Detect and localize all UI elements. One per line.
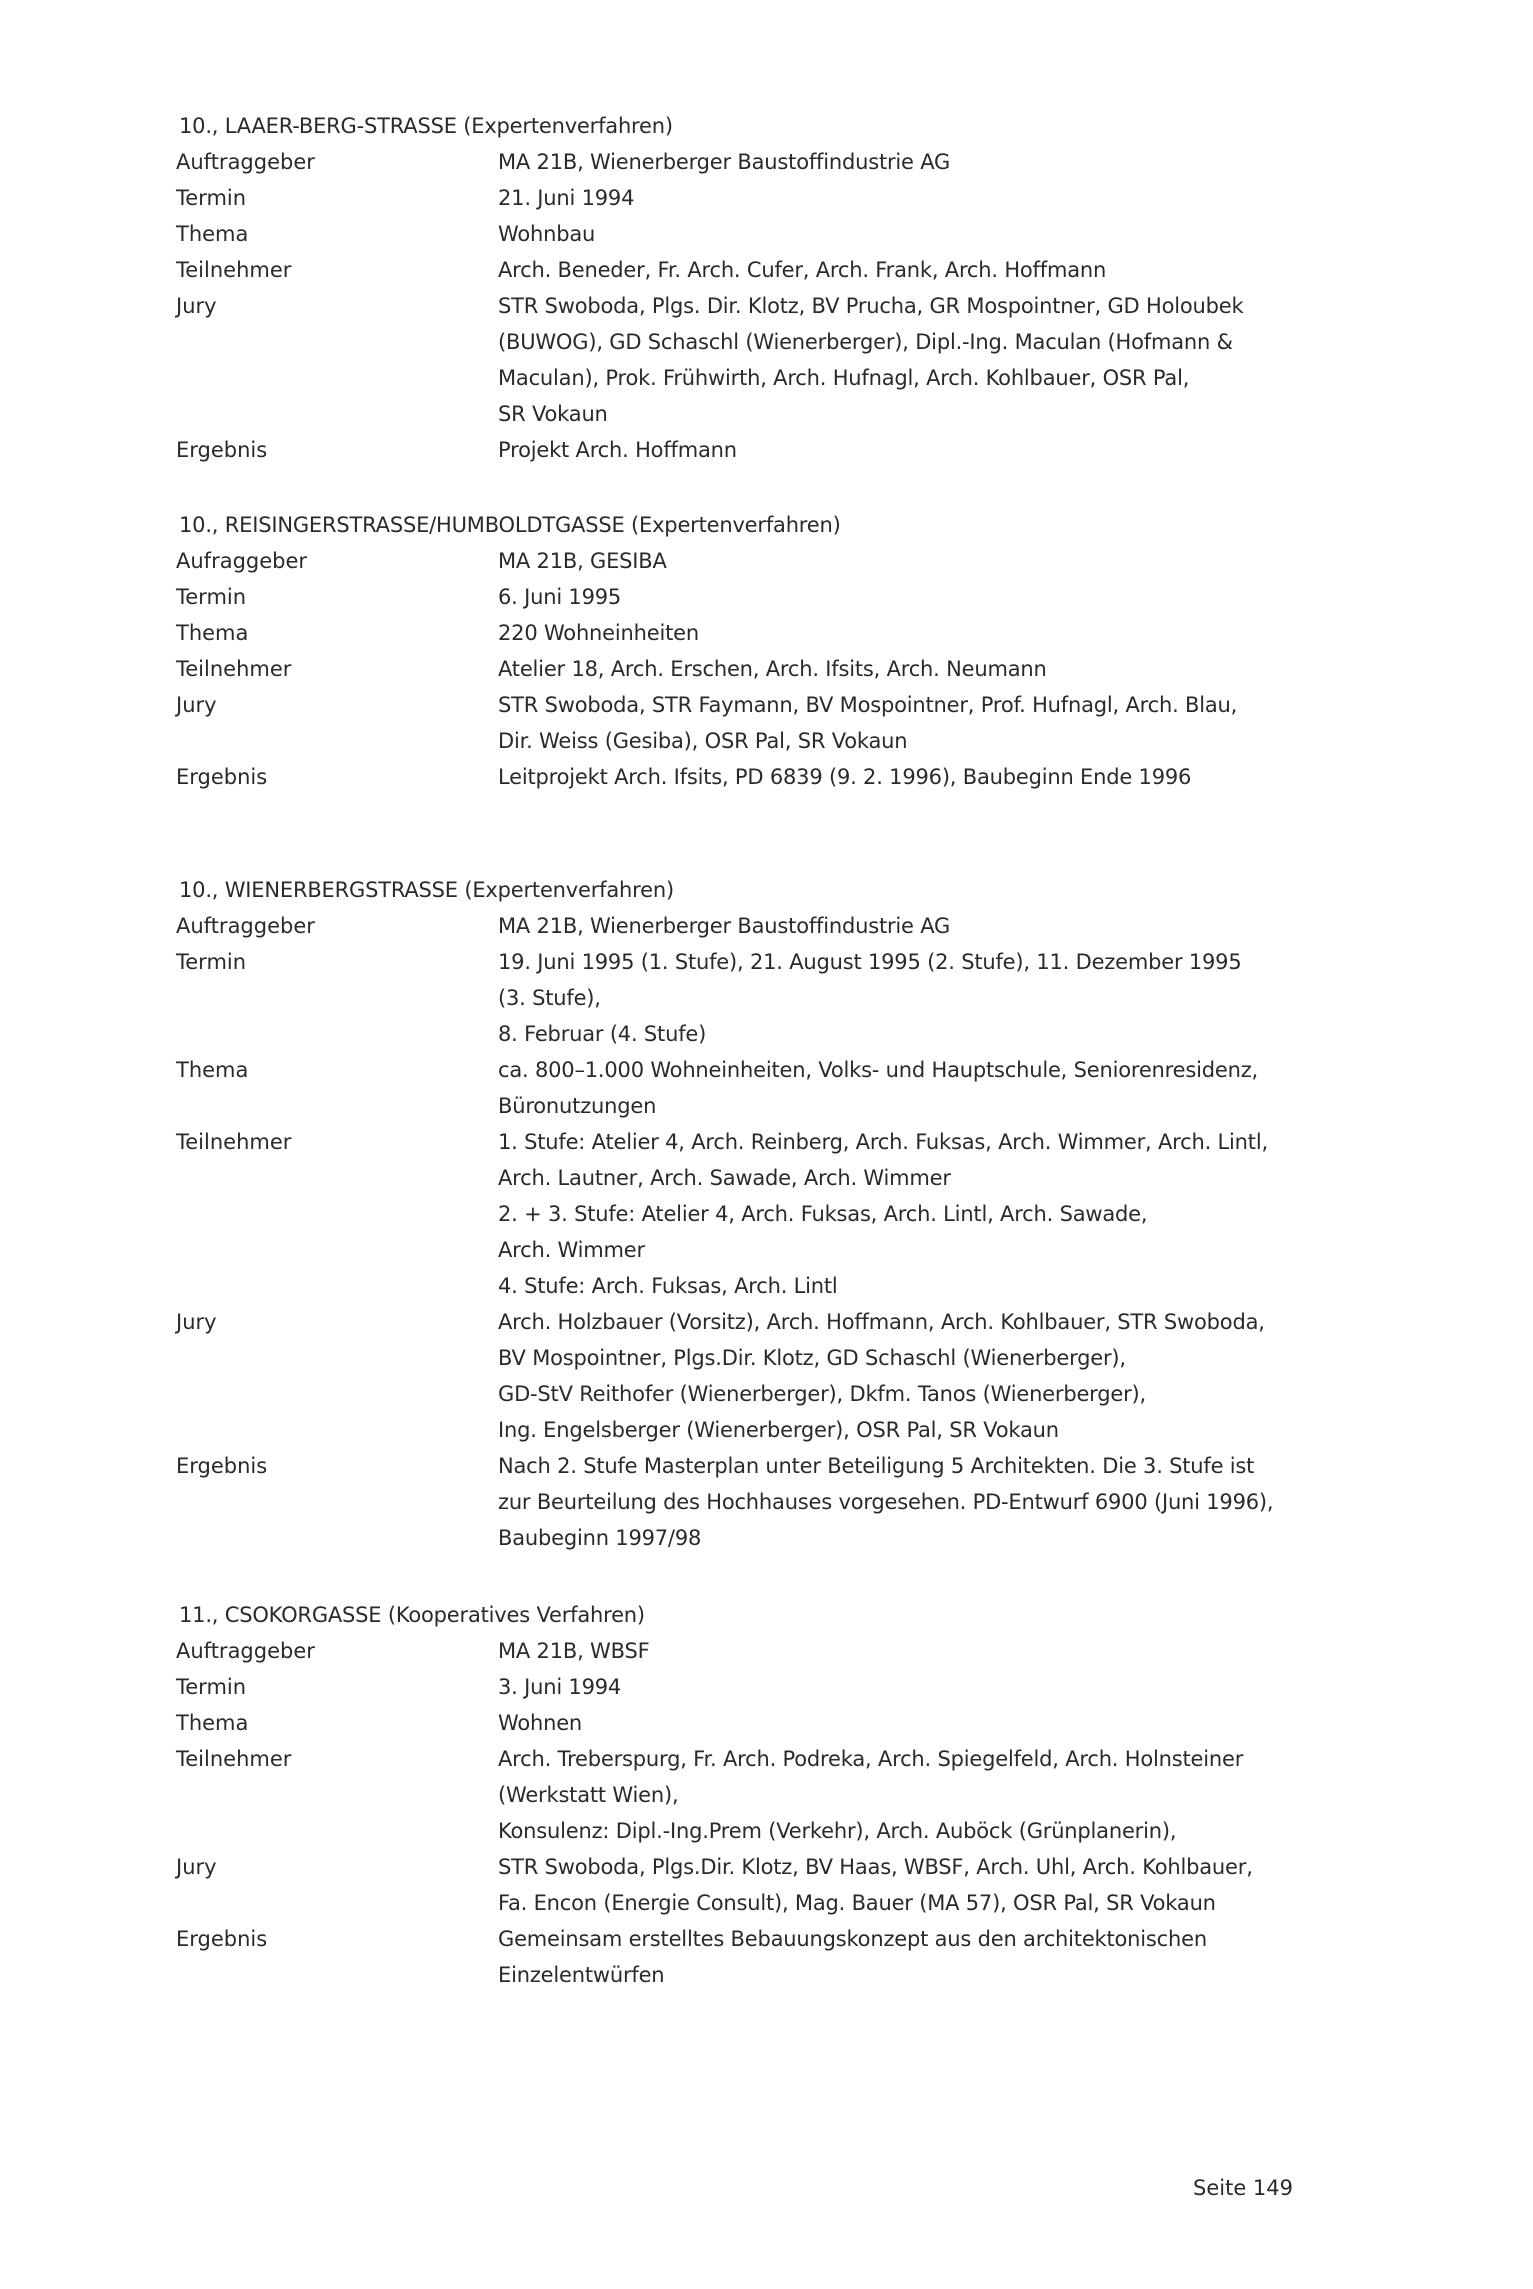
- field-label: Jury: [176, 294, 217, 318]
- field-label: Thema: [176, 621, 249, 645]
- field-value-line: SR Vokaun: [498, 402, 608, 426]
- field-value: [498, 615, 1316, 651]
- entry-laaer-berg-strasse: [176, 108, 1316, 468]
- field-value-line: 3. Juni 1994: [498, 1675, 622, 1699]
- field-value-line: Ing. Engelsberger (Wienerberger), OSR Pal, SR Vokaun: [498, 1418, 1059, 1442]
- field-value: [498, 288, 1316, 432]
- field-row: [176, 432, 1316, 468]
- field-row: [176, 288, 1316, 432]
- field-value-line: Nach 2. Stufe Masterplan unter Beteiligung 5 Architekten. Die 3. Stufe ist: [498, 1454, 1255, 1478]
- field-value-line: Einzelentwürfen: [498, 1963, 665, 1987]
- field-value-line: 4. Stufe: Arch. Fuksas, Arch. Lintl: [498, 1274, 838, 1298]
- field-value-line: Gemeinsam erstelltes Bebauungskonzept aus den architektonischen: [498, 1927, 1207, 1951]
- field-row: [176, 1124, 1316, 1304]
- field-value-line: Atelier 18, Arch. Erschen, Arch. Ifsits, Arch. Neumann: [498, 657, 1047, 681]
- field-label: Ergebnis: [176, 765, 268, 789]
- field-row: [176, 759, 1316, 795]
- field-label: Termin: [176, 950, 247, 974]
- field-label: Auftraggeber: [176, 914, 315, 938]
- field-label: Ergebnis: [176, 438, 268, 462]
- field-value-line: Fa. Encon (Energie Consult), Mag. Bauer (MA 57), OSR Pal, SR Vokaun: [498, 1891, 1216, 1915]
- field-row: [176, 1633, 1316, 1669]
- field-value: [498, 252, 1316, 288]
- field-value: [498, 1124, 1316, 1304]
- field-value-line: (3. Stufe),: [498, 986, 601, 1010]
- field-value-line: 19. Juni 1995 (1. Stufe), 21. August 1995 (2. Stufe), 11. Dezember 1995: [498, 950, 1242, 974]
- field-value-line: Projekt Arch. Hoffmann: [498, 438, 737, 462]
- field-value: [498, 180, 1316, 216]
- field-label: Thema: [176, 222, 249, 246]
- field-label: Jury: [176, 1310, 217, 1334]
- field-label: Aufraggeber: [176, 549, 308, 573]
- field-label: Auftraggeber: [176, 1639, 315, 1663]
- field-value-line: MA 21B, GESIBA: [498, 549, 667, 573]
- field-label: Ergebnis: [176, 1454, 268, 1478]
- field-value-line: 1. Stufe: Atelier 4, Arch. Reinberg, Arch. Fuksas, Arch. Wimmer, Arch. Lintl,: [498, 1130, 1268, 1154]
- field-row: [176, 579, 1316, 615]
- field-value-line: zur Beurteilung des Hochhauses vorgesehen. PD-Entwurf 6900 (Juni 1996),: [498, 1490, 1274, 1514]
- field-row: [176, 1921, 1316, 1993]
- field-label: Termin: [176, 585, 247, 609]
- field-value-line: Büronutzungen: [498, 1094, 657, 1118]
- field-value-line: (BUWOG), GD Schaschl (Wienerberger), Dipl.-Ing. Maculan (Hofmann &: [498, 330, 1233, 354]
- field-value-line: 6. Juni 1995: [498, 585, 622, 609]
- entry-wienerbergstrasse: [176, 872, 1316, 1556]
- field-row: [176, 1849, 1316, 1921]
- field-row: [176, 908, 1316, 944]
- field-value: [498, 1705, 1316, 1741]
- field-value-line: Dir. Weiss (Gesiba), OSR Pal, SR Vokaun: [498, 729, 908, 753]
- field-row: [176, 1448, 1316, 1556]
- field-value-line: BV Mospointner, Plgs.Dir. Klotz, GD Schaschl (Wienerberger),: [498, 1346, 1126, 1370]
- field-row: [176, 1669, 1316, 1705]
- field-label: Auftraggeber: [176, 150, 315, 174]
- field-label: Teilnehmer: [176, 1747, 292, 1771]
- field-value-line: STR Swoboda, Plgs. Dir. Klotz, BV Prucha, GR Mospointner, GD Holoubek: [498, 294, 1244, 318]
- field-value-line: Arch. Wimmer: [498, 1238, 645, 1262]
- field-label: Termin: [176, 186, 247, 210]
- field-label: Teilnehmer: [176, 657, 292, 681]
- entry-title: 10., WIENERBERGSTRASSE (Expertenverfahren): [179, 878, 674, 902]
- field-value-line: STR Swoboda, STR Faymann, BV Mospointner, Prof. Hufnagl, Arch. Blau,: [498, 693, 1238, 717]
- field-row: [176, 180, 1316, 216]
- entry-title: 10., LAAER-BERG-STRASSE (Expertenverfahren): [179, 114, 673, 138]
- field-row: [176, 1741, 1316, 1849]
- field-row: [176, 651, 1316, 687]
- field-value-line: MA 21B, Wienerberger Baustoffindustrie AG: [498, 914, 951, 938]
- field-value-line: 21. Juni 1994: [498, 186, 635, 210]
- field-value: [498, 1669, 1316, 1705]
- field-value: [498, 1741, 1316, 1849]
- field-row: [176, 216, 1316, 252]
- field-row: [176, 144, 1316, 180]
- field-value: [498, 1921, 1316, 1993]
- field-value-line: Arch. Treberspurg, Fr. Arch. Podreka, Arch. Spiegelfeld, Arch. Holnsteiner: [498, 1747, 1244, 1771]
- field-label: Teilnehmer: [176, 1130, 292, 1154]
- field-row: [176, 1052, 1316, 1124]
- field-value: [498, 908, 1316, 944]
- field-value: [498, 216, 1316, 252]
- field-label: Jury: [176, 693, 217, 717]
- field-value-line: Konsulenz: Dipl.-Ing.Prem (Verkehr), Arch. Auböck (Grünplanerin),: [498, 1819, 1177, 1843]
- field-value-line: Leitprojekt Arch. Ifsits, PD 6839 (9. 2. 1996), Baubeginn Ende 1996: [498, 765, 1192, 789]
- field-value: [498, 1633, 1316, 1669]
- field-value: [498, 1448, 1316, 1556]
- field-row: [176, 1705, 1316, 1741]
- field-value-line: 220 Wohneinheiten: [498, 621, 699, 645]
- field-row: [176, 687, 1316, 759]
- field-label: Termin: [176, 1675, 247, 1699]
- entry-title: 11., CSOKORGASSE (Kooperatives Verfahren): [179, 1603, 645, 1627]
- field-value-line: MA 21B, Wienerberger Baustoffindustrie AG: [498, 150, 951, 174]
- field-value: [498, 432, 1316, 468]
- field-value-line: (Werkstatt Wien),: [498, 1783, 679, 1807]
- field-row: [176, 944, 1316, 1052]
- field-row: [176, 252, 1316, 288]
- field-label: Ergebnis: [176, 1927, 268, 1951]
- entry-title: 10., REISINGERSTRASSE/HUMBOLDTGASSE (Expertenverfahren): [179, 513, 841, 537]
- field-value-line: 8. Februar (4. Stufe): [498, 1022, 707, 1046]
- field-value-line: 2. + 3. Stufe: Atelier 4, Arch. Fuksas, Arch. Lintl, Arch. Sawade,: [498, 1202, 1148, 1226]
- field-label: Jury: [176, 1855, 217, 1879]
- field-value-line: Wohnbau: [498, 222, 596, 246]
- entry-reisingerstrasse: [176, 507, 1316, 795]
- field-row: [176, 615, 1316, 651]
- field-value: [498, 543, 1316, 579]
- field-value-line: Arch. Beneder, Fr. Arch. Cufer, Arch. Frank, Arch. Hoffmann: [498, 258, 1107, 282]
- field-value: [498, 1304, 1316, 1448]
- field-value: [498, 1849, 1316, 1921]
- field-value: [498, 759, 1316, 795]
- field-value-line: Wohnen: [498, 1711, 583, 1735]
- field-value: [498, 579, 1316, 615]
- field-label: Teilnehmer: [176, 258, 292, 282]
- field-value-line: Arch. Holzbauer (Vorsitz), Arch. Hoffmann, Arch. Kohlbauer, STR Swoboda,: [498, 1310, 1265, 1334]
- field-value-line: GD-StV Reithofer (Wienerberger), Dkfm. Tanos (Wienerberger),: [498, 1382, 1147, 1406]
- field-value-line: Baubeginn 1997/98: [498, 1526, 702, 1550]
- page-number: Seite 149: [1193, 2176, 1293, 2200]
- field-value: [498, 687, 1316, 759]
- field-label: Thema: [176, 1711, 249, 1735]
- field-row: [176, 1304, 1316, 1448]
- field-value: [498, 651, 1316, 687]
- field-value: [498, 1052, 1316, 1124]
- field-value-line: STR Swoboda, Plgs.Dir. Klotz, BV Haas, WBSF, Arch. Uhl, Arch. Kohlbauer,: [498, 1855, 1253, 1879]
- entry-csokorgasse: [176, 1597, 1316, 1993]
- field-value: [498, 944, 1316, 1052]
- field-value-line: Arch. Lautner, Arch. Sawade, Arch. Wimmer: [498, 1166, 951, 1190]
- field-label: Thema: [176, 1058, 249, 1082]
- field-value-line: MA 21B, WBSF: [498, 1639, 650, 1663]
- field-value-line: ca. 800–1.000 Wohneinheiten, Volks- und Hauptschule, Seniorenresidenz,: [498, 1058, 1258, 1082]
- field-value-line: Maculan), Prok. Frühwirth, Arch. Hufnagl, Arch. Kohlbauer, OSR Pal,: [498, 366, 1190, 390]
- field-row: [176, 543, 1316, 579]
- field-value: [498, 144, 1316, 180]
